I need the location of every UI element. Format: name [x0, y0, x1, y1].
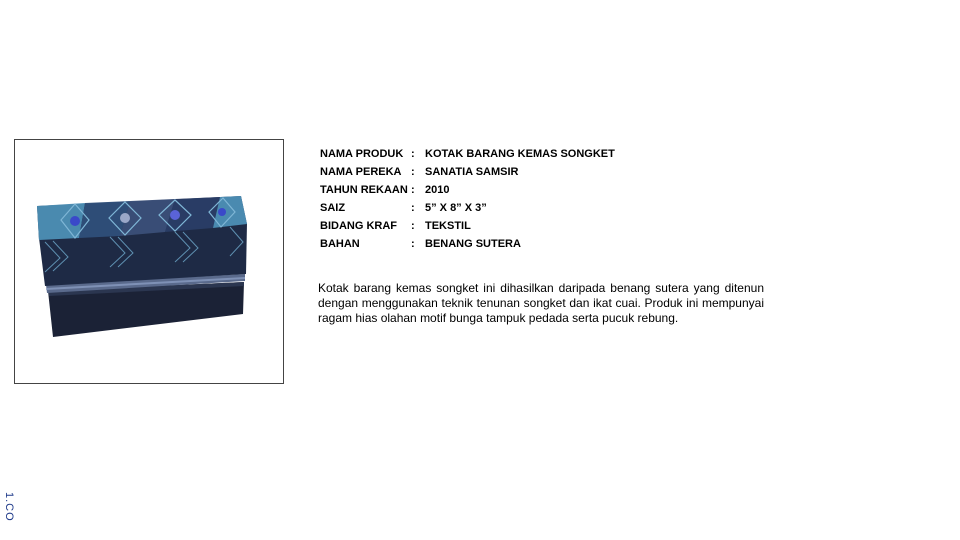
spec-value: TEKSTIL [425, 220, 471, 232]
spec-row-product-name [320, 145, 615, 163]
spec-row-year [320, 181, 615, 199]
spec-label: NAMA PEREKA [320, 166, 402, 178]
spec-separator: : [411, 220, 415, 232]
product-spec-table [320, 145, 615, 253]
spec-separator: : [411, 166, 415, 178]
product-photo [14, 139, 284, 384]
spec-label: BAHAN [320, 238, 360, 250]
spec-value: KOTAK BARANG KEMAS SONGKET [425, 148, 615, 160]
spec-label: SAIZ [320, 202, 346, 214]
spec-value: 5” X 8” X 3” [425, 202, 487, 214]
spec-value: BENANG SUTERA [425, 238, 521, 250]
spec-label: NAMA PRODUK [320, 148, 404, 160]
spec-separator: : [411, 184, 415, 196]
spec-separator: : [411, 238, 415, 250]
spec-row-material [320, 235, 615, 253]
spec-label: TAHUN REKAAN [320, 184, 408, 196]
spec-label: BIDANG KRAF [320, 220, 397, 232]
spec-row-craft-field [320, 217, 615, 235]
spec-row-designer [320, 163, 615, 181]
spec-separator: : [411, 148, 415, 160]
spec-separator: : [411, 202, 415, 214]
spec-row-size [320, 199, 615, 217]
side-mark: 1.CO [3, 492, 15, 522]
songket-box-illustration [15, 140, 283, 383]
product-description: Kotak barang kemas songket ini dihasilkan daripada benang sutera yang ditenun dengan menggunakan teknik tenunan songket dan ikat cuai. Produk ini mempunyai ragam hias olahan motif bunga tampuk pedada serta pucuk rebung. [318, 281, 764, 325]
spec-value: 2010 [425, 184, 450, 196]
spec-value: SANATIA SAMSIR [425, 166, 519, 178]
